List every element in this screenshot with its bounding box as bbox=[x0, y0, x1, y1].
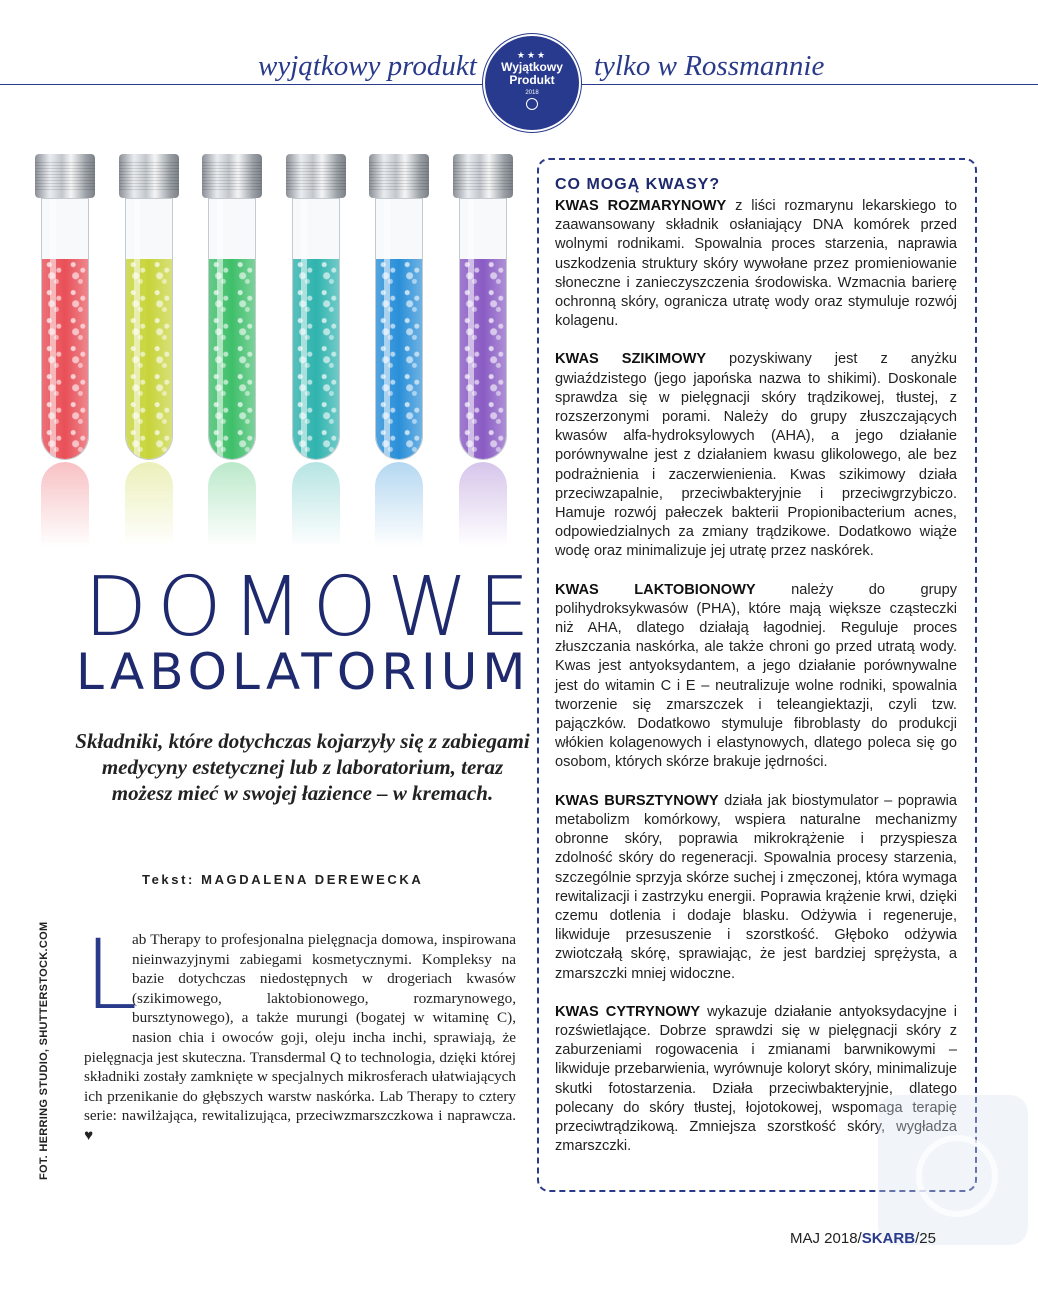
tube-liquid bbox=[42, 259, 88, 459]
product-badge bbox=[485, 36, 579, 130]
test-tube bbox=[286, 150, 346, 550]
tube-liquid bbox=[460, 259, 506, 459]
header-right-tagline: tylko w Rossmannie bbox=[586, 50, 832, 83]
article-title-line2: LABOLATORIUM bbox=[76, 643, 531, 701]
tube-reflection bbox=[125, 462, 173, 547]
tube-reflection bbox=[208, 462, 256, 547]
acid-name: KWAS CYTRYNOWY bbox=[555, 1003, 701, 1020]
test-tube bbox=[35, 150, 95, 550]
acid-name: KWAS SZIKIMOWY bbox=[555, 351, 707, 368]
tube-reflection bbox=[375, 462, 423, 547]
tube-reflection bbox=[292, 462, 340, 547]
tube-liquid bbox=[126, 259, 172, 459]
footer-magazine: SKARB bbox=[861, 1230, 916, 1247]
tube-liquid bbox=[209, 259, 255, 459]
tube-glass bbox=[459, 198, 507, 460]
acid-section bbox=[555, 792, 957, 984]
tube-liquid bbox=[376, 259, 422, 459]
tube-liquid bbox=[293, 259, 339, 459]
rossmann-logo-icon bbox=[526, 98, 538, 110]
tube-glass bbox=[208, 198, 256, 460]
badge-line1: Wyjątkowy bbox=[501, 60, 563, 74]
footer-page-number: 25 bbox=[919, 1230, 936, 1247]
test-tube bbox=[202, 150, 262, 550]
acid-section bbox=[555, 581, 957, 773]
lead-paragraph: Składniki, które dotychczas kojarzyły się z zabiegami medycyny estetycznej lub z laboratorium, teraz możesz mieć w swojej łazience – w kremach. bbox=[75, 729, 530, 805]
tube-cap bbox=[202, 154, 262, 198]
badge-stars: ★★★ bbox=[516, 50, 548, 60]
test-tube bbox=[369, 150, 429, 550]
badge-line2: Produkt bbox=[509, 73, 555, 87]
article-text: ab Therapy to profesjonalna pielęgnacja domowa, inspirowana nieinwazyjnymi zabiegami kosmetycznymi. Kompleksy na bazie dotychczas niedostępnych w drogeriach kwasów (szikimowego, laktobionowego, rozmarynowego, bursztynowego), a także murungi (bogatej w witaminę C), nasion chia i owoców goji, oleju incha inchi, sprawiają, że pielęgnacja jest skuteczna. Transdermal Q to technologia, dzięki której składniki zostały zamknięte w specjalnych mikrosferach ułatwiających ich przenikanie do głębszych warstw naskórka. Lab Therapy to cztery serie: nawilżająca, rewitalizująca, przeciwzmarszczkowa i naprawcza. bbox=[84, 931, 516, 1125]
test-tube bbox=[119, 150, 179, 550]
tube-cap bbox=[286, 154, 346, 198]
tube-glass bbox=[292, 198, 340, 460]
tube-reflection bbox=[41, 462, 89, 547]
tube-cap bbox=[119, 154, 179, 198]
tube-cap bbox=[369, 154, 429, 198]
header-left-tagline: wyjątkowy produkt bbox=[250, 50, 485, 83]
acids-sidebar bbox=[537, 158, 977, 1192]
sidebar-title: CO MOGĄ KWASY? bbox=[555, 176, 721, 193]
acid-description: należy do grupy polihydroksykwasów (PHA), które mają większe cząsteczki niż AHA, dlatego działają łagodniej. Reguluje proces złuszczania naskórka, ale także chroni go przed utratą wody. Kwas jest antyoksydantem, a jego działanie porównywalne jest do witamin C i E – neutralizuje wolne rodniki, spowalnia tworzenie się zmarszczek i teleangiektazji, czyli tzw. pajączków. Dodatkowo stymuluje fibroblasty do produkcji włókien kolagenowych i elastynowych, dlatego poleca się go osobom, których skórze brakuje jędrności. bbox=[555, 581, 957, 771]
page-footer bbox=[790, 1230, 936, 1247]
acid-name: KWAS BURSZTYNOWY bbox=[555, 792, 719, 809]
tube-glass bbox=[41, 198, 89, 460]
end-mark-heart-icon: ♥ bbox=[84, 1126, 94, 1144]
footer-separator: / bbox=[857, 1230, 862, 1247]
acid-description: działa jak biostymulator – poprawia metabolizm komórkowy, wspiera naturalne mechanizmy obronne skóry, poprawia mikrokrążenie i przyspiesza zdolność skóry do regeneracji. Spowalnia procesy starzenia, szczególnie sprzyja skórze suchej i zmęczonej, która wymaga rewitalizacji i zastrzyku energii. Poprawia krążenie krwi, dzięki czemu dotlenia i dodaje blasku. Odżywia i regeneruje, likwiduje przesuszenie i szorstkość. Głęboko odżywia zwiotczałą skórę, sprawiając, że jest bardziej sprężysta, a zmarszczki mniej widoczne. bbox=[555, 792, 957, 982]
photo-credit: FOT. HERRING STUDIO, SHUTTERSTOCK.COM bbox=[38, 921, 50, 1180]
tube-cap bbox=[453, 154, 513, 198]
acid-section bbox=[555, 197, 957, 331]
drop-cap: L bbox=[84, 919, 138, 1031]
test-tube bbox=[453, 150, 513, 550]
watermark-icon bbox=[878, 1095, 1028, 1245]
tube-glass bbox=[375, 198, 423, 460]
acid-name: KWAS LAKTOBIONOWY bbox=[555, 581, 756, 598]
tube-reflection bbox=[459, 462, 507, 547]
test-tubes-illustration bbox=[35, 150, 525, 550]
byline: Tekst: MAGDALENA DEREWECKA bbox=[142, 872, 424, 887]
article-title-line1: DOMOWE bbox=[84, 560, 540, 655]
footer-separator: / bbox=[915, 1230, 920, 1247]
acid-description: wykazuje działanie antyoksydacyjne i rozświetlające. Dobrze sprawdzi się w pielęgnacji skóry z zaburzeniami rogowacenia i zmianami barwnikowymi – likwiduje przebarwienia, wyrównuje koloryt skóry, minimalizuje skutki fotostarzenia. Działa przeciwbakteryjnie, dlatego polecany do skóry tłustej, łojotokowej, wspomaga terapię przeciwtrądzikową. Zmniejsza szorstkość skóry, wygładza zmarszczki. bbox=[555, 1003, 957, 1155]
acid-description: z liści rozmarynu lekarskiego to zaawansowany składnik osłaniający DNA komórek przed wolnymi rodnikami. Spowalnia proces starzenia, naprawia uszkodzenia struktury skóry wywołane przez promieniowanie słoneczne i zanieczyszczenia środowiska. Wzmacnia barierę ochronną skóry, ogranicza utratę wody oraz stymuluje rozwój kolagenu. bbox=[555, 198, 957, 330]
badge-year: 2018 bbox=[525, 90, 539, 96]
article-body bbox=[84, 919, 516, 1146]
acid-description: pozyskiwany jest z anyżku gwiaździstego (jego japońska nazwa to shikimi). Doskonale sprawdza się w pielęgnacji skóry trądzikowej, tłustej, z rozszerzonymi porami. Należy do grupy złuszczających kwasów alfa-hydroksylowych (AHA), a jego działanie porównywalne jest z działaniem kwasu glikolowego, ale bez podrażnienia i zaczerwienienia. Kwas szikimowy działa przeciwzapalnie, przeciwbakteryjnie i przeciwgrzybiczo. Hamuje rozwój pałeczek bakterii Propionibacterium acnes, odpowiedzialnych za zmiany trądzikowe. Dodatkowo wiąże wodę oraz minimalizuje jej utratę przez naskórek. bbox=[555, 351, 957, 560]
acid-name: KWAS ROZMARYNOWY bbox=[555, 198, 727, 214]
tube-cap bbox=[35, 154, 95, 198]
footer-issue: MAJ 2018 bbox=[790, 1230, 858, 1247]
tube-glass bbox=[125, 198, 173, 460]
acid-section bbox=[555, 350, 957, 561]
